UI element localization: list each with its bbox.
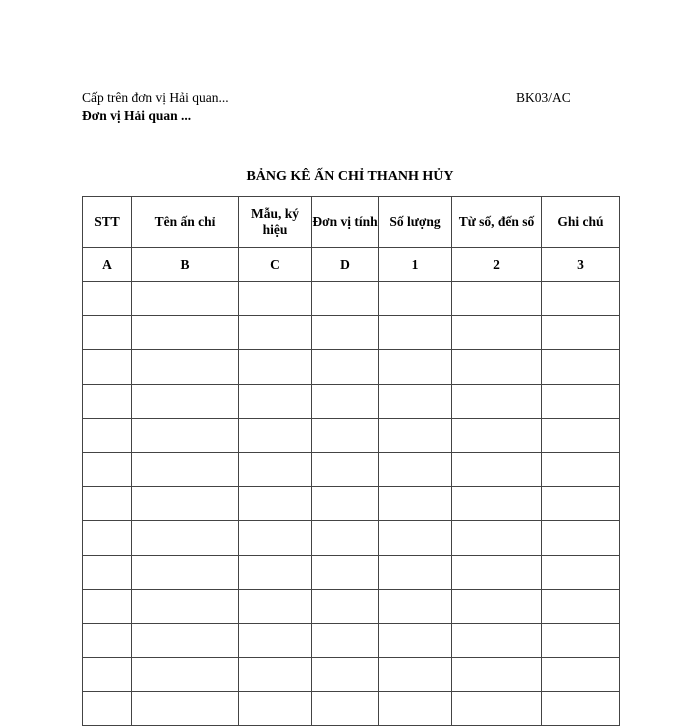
table-cell — [239, 521, 312, 555]
table-row — [83, 521, 620, 555]
table-cell — [542, 452, 620, 486]
table-cell — [452, 658, 542, 692]
table-cell — [452, 452, 542, 486]
column-code: 3 — [542, 248, 620, 282]
column-header-stt: STT — [83, 197, 132, 248]
table-cell — [379, 452, 452, 486]
table-cell — [379, 384, 452, 418]
table-row — [83, 384, 620, 418]
table-cell — [312, 452, 379, 486]
column-header-name: Tên ấn chỉ — [132, 197, 239, 248]
table-cell — [83, 316, 132, 350]
table-cell — [312, 418, 379, 452]
table-cell — [379, 589, 452, 623]
table-cell — [132, 350, 239, 384]
table-cell — [379, 418, 452, 452]
table-row — [83, 692, 620, 726]
table-cell — [239, 452, 312, 486]
table-cell — [312, 555, 379, 589]
column-header-quantity: Số lượng — [379, 197, 452, 248]
table-row — [83, 555, 620, 589]
table-cell — [239, 418, 312, 452]
table-cell — [312, 692, 379, 726]
table-cell — [542, 282, 620, 316]
table-cell — [542, 316, 620, 350]
table-row — [83, 350, 620, 384]
table-row — [83, 589, 620, 623]
unit-label: Đơn vị Hải quan ... — [82, 108, 192, 123]
table-cell — [239, 658, 312, 692]
table-cell — [542, 521, 620, 555]
table-header-row — [83, 197, 620, 248]
table-cell — [132, 692, 239, 726]
superior-unit-label: Cấp trên đơn vị Hải quan... — [82, 90, 229, 105]
table-cell — [312, 521, 379, 555]
table-row — [83, 452, 620, 486]
table-cell — [379, 350, 452, 384]
table-cell — [542, 487, 620, 521]
table-cell — [312, 282, 379, 316]
table-cell — [312, 658, 379, 692]
table-cell — [83, 418, 132, 452]
table-cell — [239, 692, 312, 726]
table-cell — [83, 384, 132, 418]
column-header-form-symbol: Mẫu, ký hiệu — [239, 197, 312, 248]
table-cell — [312, 350, 379, 384]
table-cell — [542, 555, 620, 589]
table-cell — [132, 589, 239, 623]
form-code: BK03/AC — [516, 90, 571, 105]
table-cell — [452, 350, 542, 384]
table-cell — [132, 487, 239, 521]
table-cell — [379, 658, 452, 692]
table-cell — [312, 487, 379, 521]
table-cell — [83, 623, 132, 657]
table-cell — [379, 623, 452, 657]
column-header-unit: Đơn vị tính — [312, 197, 379, 248]
table-cell — [542, 418, 620, 452]
table-cell — [312, 316, 379, 350]
table-cell — [83, 555, 132, 589]
column-header-serial-range: Từ số, đến số — [452, 197, 542, 248]
table-cell — [452, 282, 542, 316]
table-cell — [83, 350, 132, 384]
table-cell — [132, 555, 239, 589]
table-row — [83, 658, 620, 692]
table-cell — [542, 350, 620, 384]
table-cell — [379, 487, 452, 521]
column-code: A — [83, 248, 132, 282]
table-cell — [452, 589, 542, 623]
table-cell — [132, 623, 239, 657]
table-cell — [132, 316, 239, 350]
table-cell — [239, 555, 312, 589]
table-cell — [132, 452, 239, 486]
table-cell — [452, 692, 542, 726]
table-row — [83, 487, 620, 521]
destruction-list-table — [82, 196, 620, 726]
table-cell — [452, 623, 542, 657]
table-cell — [83, 282, 132, 316]
table-cell — [312, 384, 379, 418]
table-cell — [452, 384, 542, 418]
table-cell — [83, 452, 132, 486]
table-cell — [312, 623, 379, 657]
table-cell — [542, 384, 620, 418]
table-cell — [452, 555, 542, 589]
column-code: D — [312, 248, 379, 282]
table-cell — [83, 521, 132, 555]
table-cell — [452, 487, 542, 521]
table-cell — [132, 521, 239, 555]
table-cell — [239, 623, 312, 657]
table-cell — [83, 589, 132, 623]
column-code: C — [239, 248, 312, 282]
table-cell — [542, 589, 620, 623]
table-cell — [542, 623, 620, 657]
column-code: 1 — [379, 248, 452, 282]
table-row — [83, 623, 620, 657]
table-row — [83, 282, 620, 316]
table-cell — [452, 316, 542, 350]
table-cell — [452, 418, 542, 452]
table-cell — [83, 692, 132, 726]
table-cell — [83, 658, 132, 692]
table-row — [83, 418, 620, 452]
table-cell — [379, 555, 452, 589]
table-cell — [379, 692, 452, 726]
table-cell — [379, 316, 452, 350]
table-cell — [379, 521, 452, 555]
document-title: BẢNG KÊ ẤN CHỈ THANH HỦY — [246, 169, 454, 184]
table-cell — [132, 384, 239, 418]
column-header-notes: Ghi chú — [542, 197, 620, 248]
table-cell — [132, 282, 239, 316]
column-code: B — [132, 248, 239, 282]
table-cell — [542, 658, 620, 692]
table-cell — [132, 658, 239, 692]
table-cell — [239, 282, 312, 316]
table-cell — [379, 282, 452, 316]
table-cell — [132, 418, 239, 452]
table-cell — [239, 589, 312, 623]
table-cell — [239, 350, 312, 384]
table-cell — [542, 692, 620, 726]
column-code: 2 — [452, 248, 542, 282]
table-row — [83, 316, 620, 350]
table-cell — [312, 589, 379, 623]
column-code-row — [83, 248, 620, 282]
table-cell — [452, 521, 542, 555]
table-cell — [239, 487, 312, 521]
table-cell — [83, 487, 132, 521]
table-cell — [239, 316, 312, 350]
table-cell — [239, 384, 312, 418]
